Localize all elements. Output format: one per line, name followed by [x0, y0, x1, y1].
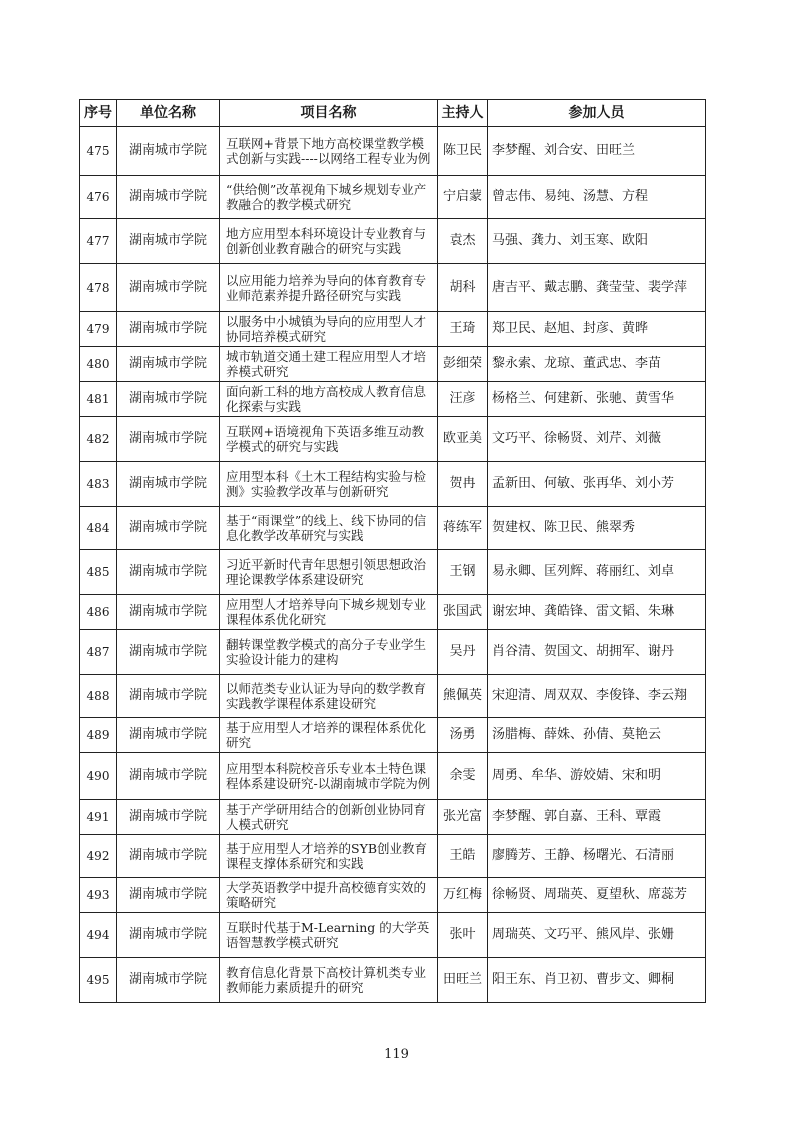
cell-unit: 湖南城市学院: [117, 382, 220, 417]
cell-no: 494: [80, 913, 117, 958]
cell-members: 马强、龚力、刘玉寒、欧阳: [488, 219, 706, 264]
cell-members: 杨格兰、何建新、张驰、黄雪华: [488, 382, 706, 417]
cell-project: 应用型本科《土木工程结构实验与检测》实验教学改革与创新研究: [220, 462, 438, 507]
cell-unit: 湖南城市学院: [117, 800, 220, 835]
cell-no: 492: [80, 835, 117, 878]
table-row: [80, 347, 706, 382]
cell-no: 476: [80, 176, 117, 219]
cell-project: 以师范类专业认证为导向的数学教育实践教学课程体系建设研究: [220, 675, 438, 718]
cell-members: 徐畅贤、周瑞英、夏望秋、席蕊芳: [488, 878, 706, 913]
cell-unit: 湖南城市学院: [117, 176, 220, 219]
cell-project: 大学英语教学中提升高校德育实效的策略研究: [220, 878, 438, 913]
project-table: [79, 99, 706, 1003]
cell-project: 应用型人才培养导向下城乡规划专业课程体系优化研究: [220, 595, 438, 630]
table-row: [80, 595, 706, 630]
cell-members: 周勇、牟华、游姣婧、宋和明: [488, 753, 706, 800]
cell-members: 唐吉平、戴志鹏、龚莹莹、裴学萍: [488, 264, 706, 312]
cell-project: 面向新工科的地方高校成人教育信息化探索与实践: [220, 382, 438, 417]
cell-host: 王皓: [438, 835, 488, 878]
cell-project: 互联网+语境视角下英语多维互动教学模式的研究与实践: [220, 417, 438, 462]
table-row: [80, 127, 706, 176]
cell-unit: 湖南城市学院: [117, 718, 220, 753]
cell-unit: 湖南城市学院: [117, 417, 220, 462]
cell-project: 基于“雨课堂”的线上、线下协同的信息化教学改革研究与实践: [220, 507, 438, 550]
cell-unit: 湖南城市学院: [117, 347, 220, 382]
cell-host: 彭细荣: [438, 347, 488, 382]
cell-no: 486: [80, 595, 117, 630]
header-members: 参加人员: [488, 100, 706, 127]
cell-no: 493: [80, 878, 117, 913]
cell-project: 基于应用型人才培养的课程体系优化研究: [220, 718, 438, 753]
cell-unit: 湖南城市学院: [117, 913, 220, 958]
cell-unit: 湖南城市学院: [117, 219, 220, 264]
cell-no: 488: [80, 675, 117, 718]
cell-host: 欧亚美: [438, 417, 488, 462]
cell-members: 文巧平、徐畅贤、刘芹、刘薇: [488, 417, 706, 462]
cell-no: 491: [80, 800, 117, 835]
cell-unit: 湖南城市学院: [117, 835, 220, 878]
cell-project: 以应用能力培养为导向的体育教育专业师范素养提升路径研究与实践: [220, 264, 438, 312]
cell-members: 孟新田、何敏、张再华、刘小芳: [488, 462, 706, 507]
table-body: [80, 127, 706, 1003]
table-header-row: [80, 100, 706, 127]
cell-host: 汪彦: [438, 382, 488, 417]
cell-no: 495: [80, 958, 117, 1003]
cell-host: 汤勇: [438, 718, 488, 753]
cell-host: 宁启蒙: [438, 176, 488, 219]
cell-host: 胡科: [438, 264, 488, 312]
cell-no: 485: [80, 550, 117, 595]
header-unit: 单位名称: [117, 100, 220, 127]
table-row: [80, 312, 706, 347]
table-row: [80, 753, 706, 800]
cell-host: 万红梅: [438, 878, 488, 913]
cell-host: 王琦: [438, 312, 488, 347]
cell-members: 谢宏坤、龚皓锋、雷文韬、朱琳: [488, 595, 706, 630]
table-row: [80, 417, 706, 462]
cell-no: 483: [80, 462, 117, 507]
table-row: [80, 382, 706, 417]
cell-host: 熊佩英: [438, 675, 488, 718]
cell-host: 蒋练军: [438, 507, 488, 550]
cell-no: 481: [80, 382, 117, 417]
cell-project: 地方应用型本科环境设计专业教育与创新创业教育融合的研究与实践: [220, 219, 438, 264]
cell-no: 479: [80, 312, 117, 347]
cell-host: 余雯: [438, 753, 488, 800]
cell-no: 484: [80, 507, 117, 550]
table-row: [80, 462, 706, 507]
cell-unit: 湖南城市学院: [117, 462, 220, 507]
cell-members: 廖腾芳、王静、杨曙光、石清丽: [488, 835, 706, 878]
header-no: 序号: [80, 100, 117, 127]
cell-host: 田旺兰: [438, 958, 488, 1003]
table-row: [80, 630, 706, 675]
cell-unit: 湖南城市学院: [117, 753, 220, 800]
cell-members: 阳王东、肖卫初、曹步文、卿桐: [488, 958, 706, 1003]
cell-members: 周瑞英、文巧平、熊风岸、张姗: [488, 913, 706, 958]
cell-members: 郑卫民、赵旭、封彦、黄晔: [488, 312, 706, 347]
cell-members: 肖谷清、贺国文、胡拥军、谢丹: [488, 630, 706, 675]
cell-members: 汤腊梅、薛姝、孙倩、莫艳云: [488, 718, 706, 753]
cell-host: 贺冉: [438, 462, 488, 507]
cell-unit: 湖南城市学院: [117, 630, 220, 675]
cell-project: 教育信息化背景下高校计算机类专业教师能力素质提升的研究: [220, 958, 438, 1003]
cell-unit: 湖南城市学院: [117, 312, 220, 347]
table-row: [80, 264, 706, 312]
cell-no: 475: [80, 127, 117, 176]
cell-unit: 湖南城市学院: [117, 507, 220, 550]
cell-project: 基于应用型人才培养的SYB创业教育课程支撑体系研究和实践: [220, 835, 438, 878]
cell-unit: 湖南城市学院: [117, 958, 220, 1003]
cell-project: 应用型本科院校音乐专业本土特色课程体系建设研究-以湖南城市学院为例: [220, 753, 438, 800]
cell-no: 482: [80, 417, 117, 462]
cell-project: 互联网+背景下地方高校课堂教学模式创新与实践----以网络工程专业为例: [220, 127, 438, 176]
cell-host: 张光富: [438, 800, 488, 835]
cell-unit: 湖南城市学院: [117, 878, 220, 913]
header-project: 项目名称: [220, 100, 438, 127]
cell-project: 习近平新时代青年思想引领思想政治理论课教学体系建设研究: [220, 550, 438, 595]
cell-members: 李梦醒、郭自嘉、王科、覃霞: [488, 800, 706, 835]
table-row: [80, 675, 706, 718]
cell-project: 以服务中小城镇为导向的应用型人才协同培养模式研究: [220, 312, 438, 347]
cell-members: 黎永索、龙琼、董武忠、李苗: [488, 347, 706, 382]
cell-unit: 湖南城市学院: [117, 595, 220, 630]
table-row: [80, 507, 706, 550]
cell-unit: 湖南城市学院: [117, 675, 220, 718]
table-row: [80, 958, 706, 1003]
cell-project: 基于产学研用结合的创新创业协同育人模式研究: [220, 800, 438, 835]
cell-host: 陈卫民: [438, 127, 488, 176]
cell-project: “供给侧”改革视角下城乡规划专业产教融合的教学模式研究: [220, 176, 438, 219]
cell-unit: 湖南城市学院: [117, 550, 220, 595]
table-row: [80, 835, 706, 878]
table-row: [80, 718, 706, 753]
cell-no: 487: [80, 630, 117, 675]
cell-no: 489: [80, 718, 117, 753]
cell-members: 易永卿、匡列辉、蒋丽红、刘卓: [488, 550, 706, 595]
cell-host: 王钢: [438, 550, 488, 595]
cell-host: 张国武: [438, 595, 488, 630]
table-row: [80, 878, 706, 913]
header-host: 主持人: [438, 100, 488, 127]
cell-host: 吴丹: [438, 630, 488, 675]
cell-host: 袁杰: [438, 219, 488, 264]
cell-no: 480: [80, 347, 117, 382]
cell-no: 490: [80, 753, 117, 800]
cell-project: 城市轨道交通土建工程应用型人才培养模式研究: [220, 347, 438, 382]
cell-no: 477: [80, 219, 117, 264]
cell-project: 互联时代基于M-Learning 的大学英语智慧教学模式研究: [220, 913, 438, 958]
table-row: [80, 219, 706, 264]
cell-no: 478: [80, 264, 117, 312]
cell-members: 曾志伟、易纯、汤慧、方程: [488, 176, 706, 219]
cell-members: 李梦醒、刘合安、田旺兰: [488, 127, 706, 176]
table-row: [80, 913, 706, 958]
cell-unit: 湖南城市学院: [117, 127, 220, 176]
cell-members: 宋迎清、周双双、李俊锋、李云翔: [488, 675, 706, 718]
cell-unit: 湖南城市学院: [117, 264, 220, 312]
cell-project: 翻转课堂教学模式的高分子专业学生实验设计能力的建构: [220, 630, 438, 675]
cell-host: 张叶: [438, 913, 488, 958]
cell-members: 贺建权、陈卫民、熊翠秀: [488, 507, 706, 550]
page-number: 119: [384, 1047, 409, 1062]
table-row: [80, 800, 706, 835]
table-row: [80, 550, 706, 595]
table-row: [80, 176, 706, 219]
